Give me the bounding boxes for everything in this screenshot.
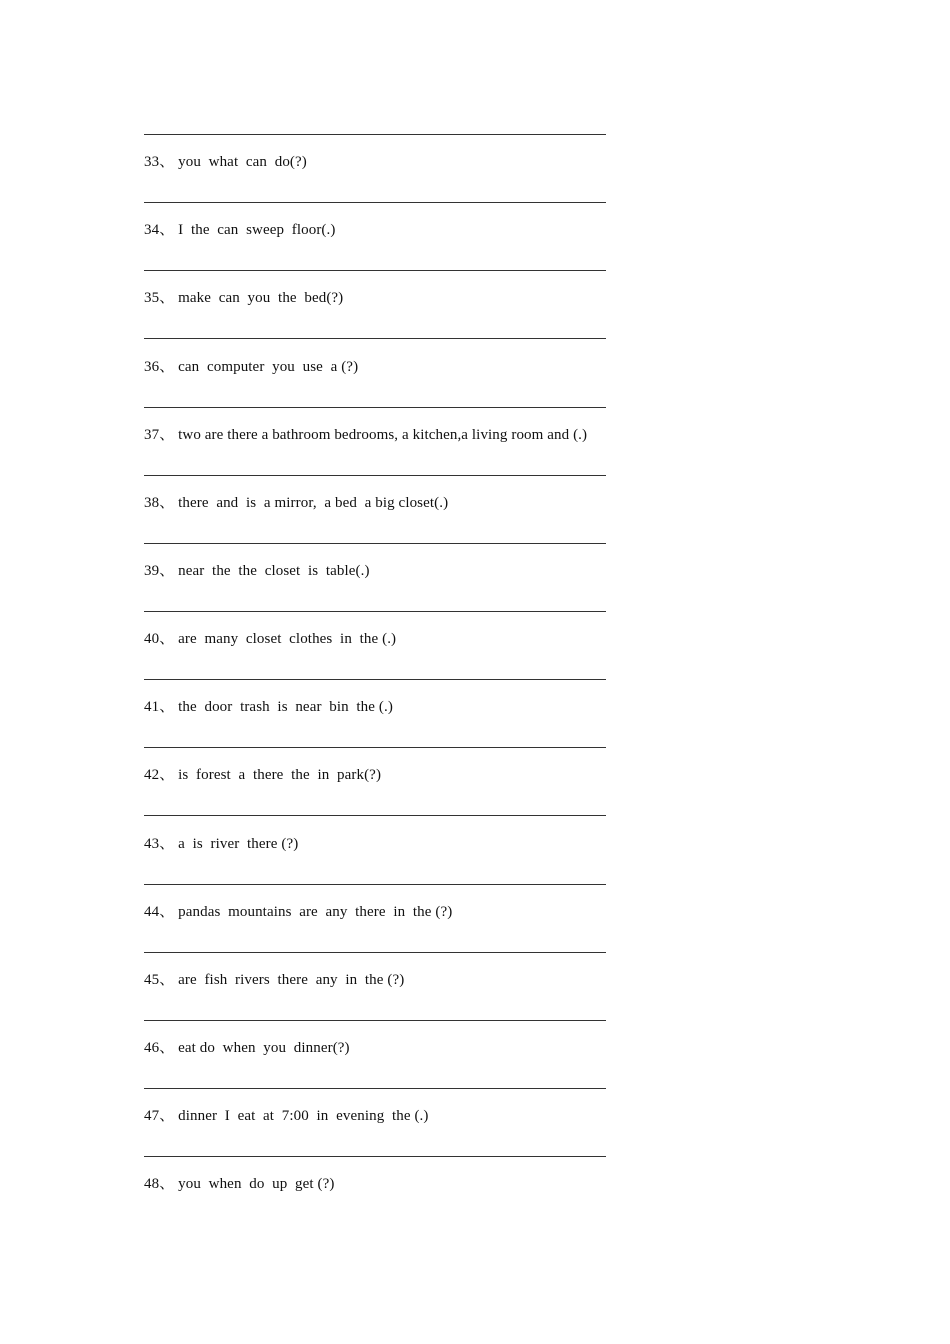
question-40: 40、 are many closet clothes in the (.) xyxy=(144,631,397,647)
answer-line xyxy=(144,543,606,544)
answer-line xyxy=(144,1020,606,1021)
answer-line xyxy=(144,679,606,680)
question-48: 48、 you when do up get (?) xyxy=(144,1176,335,1192)
question-35: 35、 make can you the bed(?) xyxy=(144,290,344,306)
question-34: 34、 I the can sweep floor(.) xyxy=(144,222,336,238)
answer-line xyxy=(144,747,606,748)
question-37: 37、 two are there a bathroom bedrooms, a kitchen,a living room and (.) xyxy=(144,427,588,443)
answer-line xyxy=(144,202,606,203)
question-33: 33、 you what can do(?) xyxy=(144,154,307,170)
answer-line xyxy=(144,134,606,135)
question-46: 46、 eat do when you dinner(?) xyxy=(144,1040,350,1056)
answer-line xyxy=(144,1156,606,1157)
answer-line xyxy=(144,952,606,953)
question-47: 47、 dinner I eat at 7:00 in evening the (.) xyxy=(144,1108,429,1124)
answer-line xyxy=(144,475,606,476)
question-38: 38、 there and is a mirror, a bed a big closet(.) xyxy=(144,495,449,511)
answer-line xyxy=(144,611,606,612)
question-42: 42、 is forest a there the in park(?) xyxy=(144,767,382,783)
question-39: 39、 near the the closet is table(.) xyxy=(144,563,370,579)
answer-line xyxy=(144,407,606,408)
answer-line xyxy=(144,815,606,816)
question-43: 43、 a is river there (?) xyxy=(144,836,299,852)
answer-line xyxy=(144,270,606,271)
answer-line xyxy=(144,338,606,339)
question-36: 36、 can computer you use a (?) xyxy=(144,359,359,375)
question-41: 41、 the door trash is near bin the (.) xyxy=(144,699,393,715)
question-45: 45、 are fish rivers there any in the (?) xyxy=(144,972,405,988)
answer-line xyxy=(144,884,606,885)
question-44: 44、 pandas mountains are any there in the (?) xyxy=(144,904,453,920)
answer-line xyxy=(144,1088,606,1089)
